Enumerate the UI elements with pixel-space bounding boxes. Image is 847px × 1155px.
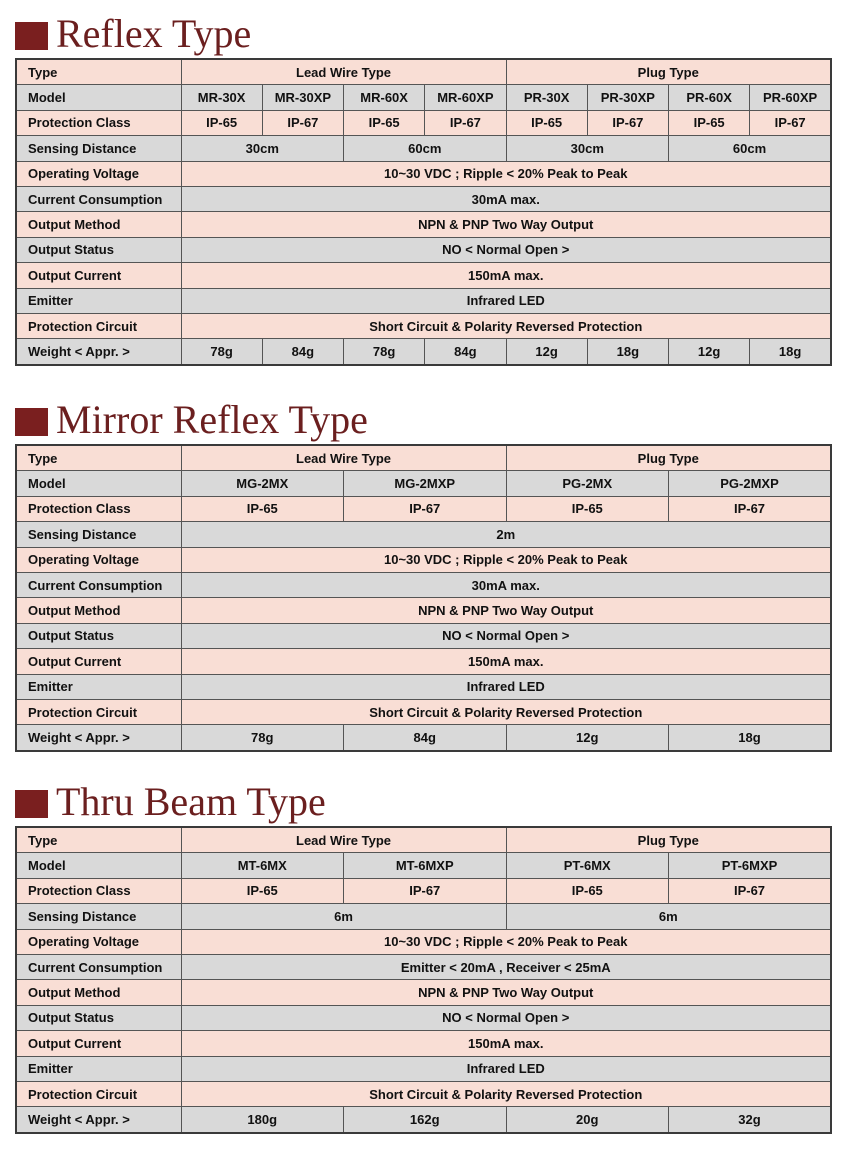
label-sensing-distance: Sensing Distance <box>16 904 181 929</box>
consumption-cell: 30mA max. <box>181 186 831 211</box>
method-cell: NPN & PNP Two Way Output <box>181 212 831 237</box>
model-cell: PR-30X <box>506 85 587 110</box>
label-output-status: Output Status <box>16 237 181 262</box>
row-output-status <box>16 237 831 262</box>
protection-cell: IP-65 <box>181 496 344 521</box>
label-sensing-distance: Sensing Distance <box>16 522 181 547</box>
circuit-cell: Short Circuit & Polarity Reversed Protection <box>181 313 831 338</box>
row-model <box>16 85 831 110</box>
protection-cell: IP-67 <box>425 110 506 135</box>
weight-cell: 162g <box>344 1107 507 1133</box>
heading-square-icon <box>15 790 48 818</box>
row-protection-class <box>16 878 831 903</box>
label-output-status: Output Status <box>16 1005 181 1030</box>
label-weight: Weight < Appr. > <box>16 339 181 365</box>
model-cell: MT-6MX <box>181 853 344 878</box>
sensing-cell: 6m <box>506 904 831 929</box>
status-cell: NO < Normal Open > <box>181 623 831 648</box>
label-weight: Weight < Appr. > <box>16 725 181 751</box>
protection-cell: IP-67 <box>344 496 507 521</box>
group-plug: Plug Type <box>506 59 831 85</box>
protection-cell: IP-65 <box>669 110 750 135</box>
row-output-current <box>16 1031 831 1056</box>
emitter-cell: Infrared LED <box>181 1056 831 1081</box>
label-current-consumption: Current Consumption <box>16 954 181 979</box>
row-output-status <box>16 1005 831 1030</box>
status-cell: NO < Normal Open > <box>181 1005 831 1030</box>
row-output-method <box>16 212 831 237</box>
mirror-title: Mirror Reflex Type <box>56 397 368 442</box>
weight-cell: 18g <box>669 725 832 751</box>
label-current-consumption: Current Consumption <box>16 572 181 597</box>
weight-cell: 180g <box>181 1107 344 1133</box>
model-cell: MR-60X <box>344 85 425 110</box>
protection-cell: IP-65 <box>506 496 669 521</box>
label-operating-voltage: Operating Voltage <box>16 161 181 186</box>
voltage-cell: 10~30 VDC ; Ripple < 20% Peak to Peak <box>181 161 831 186</box>
heading-square-icon <box>15 408 48 436</box>
row-protection-circuit <box>16 1081 831 1106</box>
mirror-spec-table <box>15 444 832 752</box>
weight-cell: 12g <box>506 725 669 751</box>
label-model: Model <box>16 853 181 878</box>
protection-cell: IP-65 <box>181 110 262 135</box>
row-operating-voltage <box>16 929 831 954</box>
weight-cell: 78g <box>344 339 425 365</box>
sensing-cell: 60cm <box>344 136 507 161</box>
consumption-cell: Emitter < 20mA , Receiver < 25mA <box>181 954 831 979</box>
row-output-status <box>16 623 831 648</box>
weight-cell: 78g <box>181 725 344 751</box>
protection-cell: IP-65 <box>506 878 669 903</box>
protection-cell: IP-67 <box>669 878 832 903</box>
sensing-cell: 2m <box>181 522 831 547</box>
sensing-cell: 60cm <box>669 136 832 161</box>
row-protection-class <box>16 496 831 521</box>
label-protection-class: Protection Class <box>16 878 181 903</box>
protection-cell: IP-65 <box>506 110 587 135</box>
voltage-cell: 10~30 VDC ; Ripple < 20% Peak to Peak <box>181 547 831 572</box>
weight-cell: 78g <box>181 339 262 365</box>
protection-cell: IP-67 <box>344 878 507 903</box>
current-cell: 150mA max. <box>181 263 831 288</box>
weight-cell: 84g <box>425 339 506 365</box>
model-cell: PG-2MX <box>506 471 669 496</box>
row-operating-voltage <box>16 161 831 186</box>
label-output-method: Output Method <box>16 212 181 237</box>
model-cell: PT-6MX <box>506 853 669 878</box>
protection-cell: IP-67 <box>587 110 668 135</box>
protection-cell: IP-67 <box>669 496 832 521</box>
model-cell: MT-6MXP <box>344 853 507 878</box>
row-type <box>16 59 831 85</box>
row-type <box>16 445 831 471</box>
group-plug: Plug Type <box>506 827 831 853</box>
circuit-cell: Short Circuit & Polarity Reversed Protection <box>181 699 831 724</box>
label-output-status: Output Status <box>16 623 181 648</box>
group-lead-wire: Lead Wire Type <box>181 445 506 471</box>
row-output-current <box>16 649 831 674</box>
mirror-heading <box>15 396 832 444</box>
current-cell: 150mA max. <box>181 649 831 674</box>
status-cell: NO < Normal Open > <box>181 237 831 262</box>
label-output-method: Output Method <box>16 598 181 623</box>
model-cell: PR-30XP <box>587 85 668 110</box>
row-model <box>16 471 831 496</box>
protection-cell: IP-65 <box>181 878 344 903</box>
row-sensing-distance <box>16 136 831 161</box>
model-cell: MG-2MXP <box>344 471 507 496</box>
weight-cell: 12g <box>669 339 750 365</box>
row-protection-circuit <box>16 313 831 338</box>
method-cell: NPN & PNP Two Way Output <box>181 598 831 623</box>
row-emitter <box>16 288 831 313</box>
row-weight <box>16 1107 831 1133</box>
current-cell: 150mA max. <box>181 1031 831 1056</box>
model-cell: MR-60XP <box>425 85 506 110</box>
label-emitter: Emitter <box>16 1056 181 1081</box>
row-emitter <box>16 674 831 699</box>
label-output-method: Output Method <box>16 980 181 1005</box>
label-protection-class: Protection Class <box>16 496 181 521</box>
sensing-cell: 30cm <box>506 136 669 161</box>
weight-cell: 12g <box>506 339 587 365</box>
emitter-cell: Infrared LED <box>181 288 831 313</box>
reflex-section <box>15 10 832 366</box>
sensing-cell: 6m <box>181 904 506 929</box>
weight-cell: 84g <box>344 725 507 751</box>
label-protection-circuit: Protection Circuit <box>16 699 181 724</box>
circuit-cell: Short Circuit & Polarity Reversed Protection <box>181 1081 831 1106</box>
label-emitter: Emitter <box>16 674 181 699</box>
row-current-consumption <box>16 186 831 211</box>
model-cell: MG-2MX <box>181 471 344 496</box>
row-emitter <box>16 1056 831 1081</box>
row-operating-voltage <box>16 547 831 572</box>
model-cell: PT-6MXP <box>669 853 832 878</box>
label-protection-circuit: Protection Circuit <box>16 1081 181 1106</box>
protection-cell: IP-67 <box>750 110 831 135</box>
label-protection-class: Protection Class <box>16 110 181 135</box>
row-weight <box>16 725 831 751</box>
row-type <box>16 827 831 853</box>
row-output-method <box>16 598 831 623</box>
sensing-cell: 30cm <box>181 136 344 161</box>
label-protection-circuit: Protection Circuit <box>16 313 181 338</box>
label-output-current: Output Current <box>16 649 181 674</box>
row-current-consumption <box>16 572 831 597</box>
label-type: Type <box>16 59 181 85</box>
reflex-title: Reflex Type <box>56 11 252 56</box>
row-sensing-distance <box>16 522 831 547</box>
model-cell: MR-30X <box>181 85 262 110</box>
weight-cell: 18g <box>587 339 668 365</box>
weight-cell: 18g <box>750 339 831 365</box>
thru-heading <box>15 778 832 826</box>
label-sensing-distance: Sensing Distance <box>16 136 181 161</box>
label-output-current: Output Current <box>16 263 181 288</box>
label-type: Type <box>16 445 181 471</box>
label-model: Model <box>16 85 181 110</box>
model-cell: PR-60X <box>669 85 750 110</box>
row-protection-class <box>16 110 831 135</box>
emitter-cell: Infrared LED <box>181 674 831 699</box>
label-weight: Weight < Appr. > <box>16 1107 181 1133</box>
label-operating-voltage: Operating Voltage <box>16 547 181 572</box>
label-type: Type <box>16 827 181 853</box>
group-lead-wire: Lead Wire Type <box>181 827 506 853</box>
method-cell: NPN & PNP Two Way Output <box>181 980 831 1005</box>
row-output-method <box>16 980 831 1005</box>
thru-title: Thru Beam Type <box>56 779 326 824</box>
label-operating-voltage: Operating Voltage <box>16 929 181 954</box>
model-cell: PG-2MXP <box>669 471 832 496</box>
weight-cell: 20g <box>506 1107 669 1133</box>
model-cell: PR-60XP <box>750 85 831 110</box>
heading-square-icon <box>15 22 48 50</box>
thru-spec-table <box>15 826 832 1134</box>
mirror-section <box>15 396 832 752</box>
label-output-current: Output Current <box>16 1031 181 1056</box>
label-model: Model <box>16 471 181 496</box>
group-plug: Plug Type <box>506 445 831 471</box>
voltage-cell: 10~30 VDC ; Ripple < 20% Peak to Peak <box>181 929 831 954</box>
weight-cell: 32g <box>669 1107 832 1133</box>
protection-cell: IP-65 <box>344 110 425 135</box>
row-output-current <box>16 263 831 288</box>
reflex-spec-table <box>15 58 832 366</box>
reflex-heading <box>15 10 832 58</box>
model-cell: MR-30XP <box>262 85 343 110</box>
thru-section <box>15 778 832 1134</box>
row-protection-circuit <box>16 699 831 724</box>
group-lead-wire: Lead Wire Type <box>181 59 506 85</box>
weight-cell: 84g <box>262 339 343 365</box>
row-weight <box>16 339 831 365</box>
row-current-consumption <box>16 954 831 979</box>
label-current-consumption: Current Consumption <box>16 186 181 211</box>
protection-cell: IP-67 <box>262 110 343 135</box>
consumption-cell: 30mA max. <box>181 572 831 597</box>
row-model <box>16 853 831 878</box>
label-emitter: Emitter <box>16 288 181 313</box>
row-sensing-distance <box>16 904 831 929</box>
